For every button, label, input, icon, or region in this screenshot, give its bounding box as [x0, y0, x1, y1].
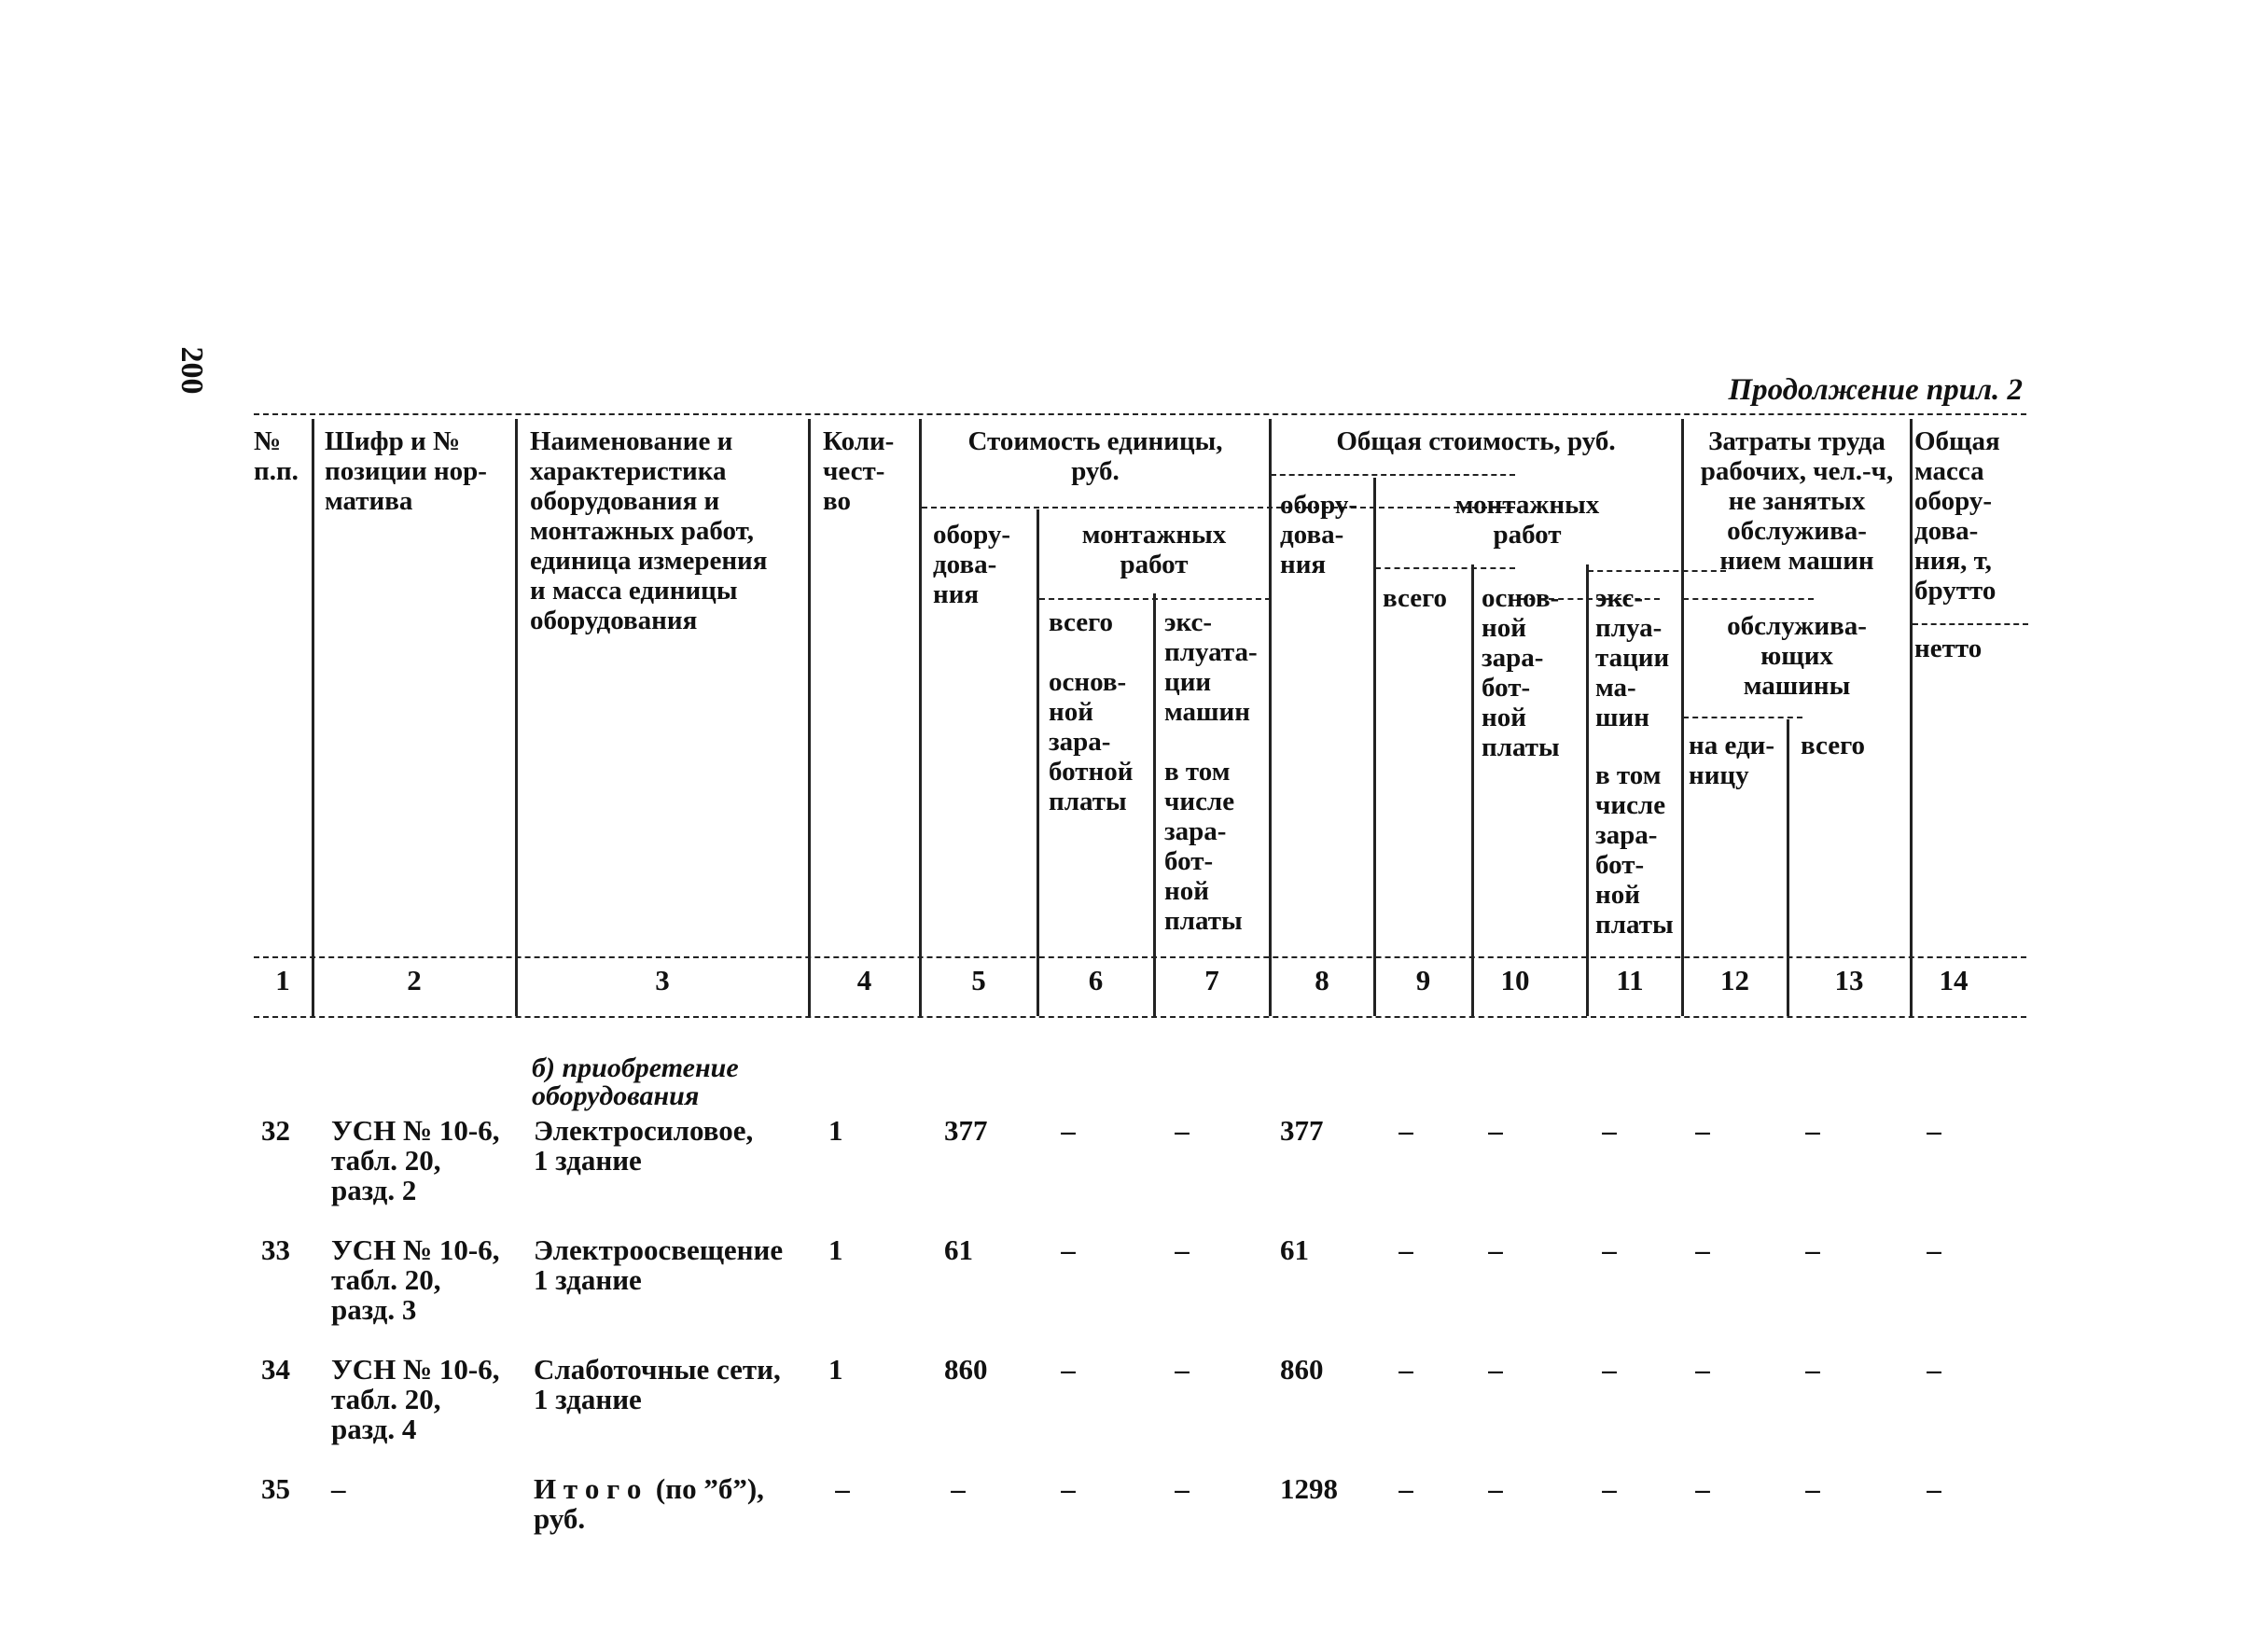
- continuation-label: Продолжение прил. 2: [1728, 373, 2023, 407]
- hdr-unit-total: всего: [1049, 607, 1114, 637]
- row-qty: 1: [828, 1353, 843, 1386]
- row-c12: –: [1695, 1114, 1710, 1147]
- row-c12: –: [1695, 1472, 1710, 1505]
- row-total-equipment: 377: [1280, 1114, 1324, 1147]
- colnum-7: 7: [1204, 964, 1219, 996]
- row-code-line: УСН № 10-6,: [331, 1114, 500, 1147]
- row-unit-exploit: –: [1175, 1353, 1190, 1386]
- header-top-rule: [254, 413, 2026, 415]
- hdr-unit-exploit: экс- плуата- ции машин: [1164, 607, 1258, 727]
- colnum-1: 1: [275, 964, 290, 996]
- row-code-line: разд. 4: [331, 1413, 417, 1445]
- hdr-labor-unit: на еди- ницу: [1689, 731, 1774, 790]
- hdr-total-install: монтажных работ: [1454, 490, 1600, 550]
- vline-1: [312, 419, 314, 1016]
- rule-total-install: [1375, 567, 1515, 569]
- row-c13: –: [1805, 1472, 1820, 1505]
- row-c12: –: [1695, 1353, 1710, 1386]
- row-number: 33: [261, 1233, 290, 1266]
- table-header: [254, 413, 2026, 1018]
- row-code-line: –: [331, 1472, 346, 1505]
- row-unit-install: –: [1061, 1472, 1076, 1505]
- row-c9: –: [1398, 1114, 1413, 1147]
- row-c14: –: [1927, 1233, 1941, 1266]
- row-unit-equipment: 61: [944, 1233, 973, 1266]
- row-unit-exploit: –: [1175, 1114, 1190, 1147]
- hdr-unit-equipment: обору- дова- ния: [933, 520, 1011, 609]
- row-qty: –: [835, 1472, 850, 1505]
- row-c10: –: [1488, 1114, 1503, 1147]
- hdr-total-all: всего: [1383, 583, 1448, 613]
- colnum-14: 14: [1939, 964, 1969, 996]
- row-total-equipment: 860: [1280, 1353, 1324, 1386]
- rule-total-cost: [1271, 474, 1515, 476]
- row-name-line: И т о г о (по ”б”),: [534, 1472, 764, 1505]
- hdr-col3: Наименование и характеристика оборудования и монтажных работ, единица измерения и масса единицы оборудования: [530, 426, 768, 635]
- page-number: 200: [174, 346, 209, 395]
- row-code-line: УСН № 10-6,: [331, 1233, 500, 1266]
- row-code-line: разд. 3: [331, 1293, 417, 1326]
- row-name-line: 1 здание: [534, 1383, 642, 1415]
- row-name-line: Электросиловое,: [534, 1114, 754, 1147]
- row-unit-exploit: –: [1175, 1472, 1190, 1505]
- row-name-line: Электроосвещение: [534, 1233, 784, 1266]
- row-name-line: 1 здание: [534, 1263, 642, 1296]
- row-qty: 1: [828, 1114, 843, 1147]
- hdr-total-equipment: обору- дова- ния: [1280, 490, 1358, 579]
- colnum-10: 10: [1500, 964, 1530, 996]
- row-code-line: табл. 20,: [331, 1144, 441, 1177]
- hdr-labor-service: обслужива- ющих машины: [1727, 611, 1867, 701]
- row-c14: –: [1927, 1472, 1941, 1505]
- row-unit-install: –: [1061, 1114, 1076, 1147]
- hdr-unit-install: монтажных работ: [1081, 520, 1227, 579]
- row-unit-equipment: –: [951, 1472, 966, 1505]
- hdr-labor: Затраты труда рабочих, чел.-ч, не занятых обслужива- нием машин: [1700, 426, 1894, 576]
- colnum-11: 11: [1616, 964, 1644, 996]
- row-code-line: табл. 20,: [331, 1383, 441, 1415]
- hdr-labor-total: всего: [1801, 731, 1866, 760]
- row-c11: –: [1602, 1233, 1617, 1266]
- row-c10: –: [1488, 1472, 1503, 1505]
- section-title: б) приобретение оборудования: [532, 1052, 739, 1111]
- colnum-2: 2: [407, 964, 422, 996]
- colnum-5: 5: [971, 964, 986, 996]
- row-c10: –: [1488, 1353, 1503, 1386]
- row-number: 34: [261, 1353, 290, 1386]
- row-code-line: УСН № 10-6,: [331, 1353, 500, 1386]
- vline-5: [1037, 509, 1039, 1016]
- vline-7: [1269, 419, 1272, 1016]
- hdr-col4: Коли- чест- во: [823, 426, 895, 516]
- colnum-3: 3: [655, 964, 670, 996]
- row-c11: –: [1602, 1353, 1617, 1386]
- hdr-total-wage: основ- ной зара- бот- ной платы: [1482, 583, 1560, 762]
- vline-6: [1153, 593, 1156, 1016]
- hdr-unit-cost: Стоимость единицы, руб.: [967, 426, 1223, 486]
- row-name-line: Слаботочные сети,: [534, 1353, 781, 1386]
- row-c9: –: [1398, 1233, 1413, 1266]
- row-code-line: табл. 20,: [331, 1263, 441, 1296]
- vline-2: [515, 419, 518, 1016]
- row-name-line: руб.: [534, 1502, 586, 1535]
- hdr-mass-net: нетто: [1914, 634, 1983, 663]
- colnum-13: 13: [1834, 964, 1864, 996]
- row-c13: –: [1805, 1233, 1820, 1266]
- row-unit-exploit: –: [1175, 1233, 1190, 1266]
- colnum-8: 8: [1315, 964, 1329, 996]
- row-c11: –: [1602, 1472, 1617, 1505]
- row-c9: –: [1398, 1472, 1413, 1505]
- vline-8: [1373, 478, 1376, 1016]
- vline-4: [919, 419, 922, 1016]
- colnum-6: 6: [1088, 964, 1104, 996]
- row-unit-install: –: [1061, 1233, 1076, 1266]
- row-c10: –: [1488, 1233, 1503, 1266]
- row-unit-equipment: 860: [944, 1353, 988, 1386]
- row-name-line: 1 здание: [534, 1144, 642, 1177]
- row-unit-equipment: 377: [944, 1114, 988, 1147]
- colnum-12: 12: [1720, 964, 1749, 996]
- vline-10: [1586, 564, 1589, 1016]
- row-c14: –: [1927, 1114, 1941, 1147]
- row-number: 35: [261, 1472, 290, 1505]
- row-total-equipment: 1298: [1280, 1472, 1338, 1505]
- row-c14: –: [1927, 1353, 1941, 1386]
- hdr-col1: № п.п.: [254, 426, 299, 486]
- colnum-4: 4: [856, 964, 872, 996]
- hdr-total-cost: Общая стоимость, руб.: [1336, 426, 1616, 456]
- rule-labor-service: [1683, 717, 1802, 718]
- rule-mass: [1913, 623, 2028, 625]
- vline-3: [808, 419, 811, 1016]
- hdr-col2: Шифр и № позиции нор- матива: [325, 426, 487, 516]
- row-c13: –: [1805, 1114, 1820, 1147]
- row-number: 32: [261, 1114, 290, 1147]
- row-qty: 1: [828, 1233, 843, 1266]
- row-c12: –: [1695, 1233, 1710, 1266]
- rule-labor: [1683, 598, 1814, 600]
- colnum-9: 9: [1415, 964, 1431, 996]
- vline-9: [1471, 564, 1474, 1016]
- row-c9: –: [1398, 1353, 1413, 1386]
- rule-colnums-bottom: [254, 1016, 2026, 1018]
- row-unit-install: –: [1061, 1353, 1076, 1386]
- row-total-equipment: 61: [1280, 1233, 1309, 1266]
- row-code-line: разд. 2: [331, 1174, 417, 1206]
- hdr-total-exploit-wage: в том числе зара- бот- ной платы: [1595, 760, 1674, 940]
- row-c11: –: [1602, 1114, 1617, 1147]
- hdr-unit-wage: основ- ной зара- ботной платы: [1049, 667, 1134, 816]
- row-c13: –: [1805, 1353, 1820, 1386]
- hdr-mass: Общая масса обору- дова- ния, т, брутто: [1914, 426, 2000, 606]
- hdr-unit-exploit-wage: в том числе зара- бот- ной платы: [1164, 757, 1243, 936]
- hdr-total-exploit: экс- плуа- тации ма- шин: [1595, 583, 1670, 732]
- rule-colnums-top: [254, 956, 2026, 958]
